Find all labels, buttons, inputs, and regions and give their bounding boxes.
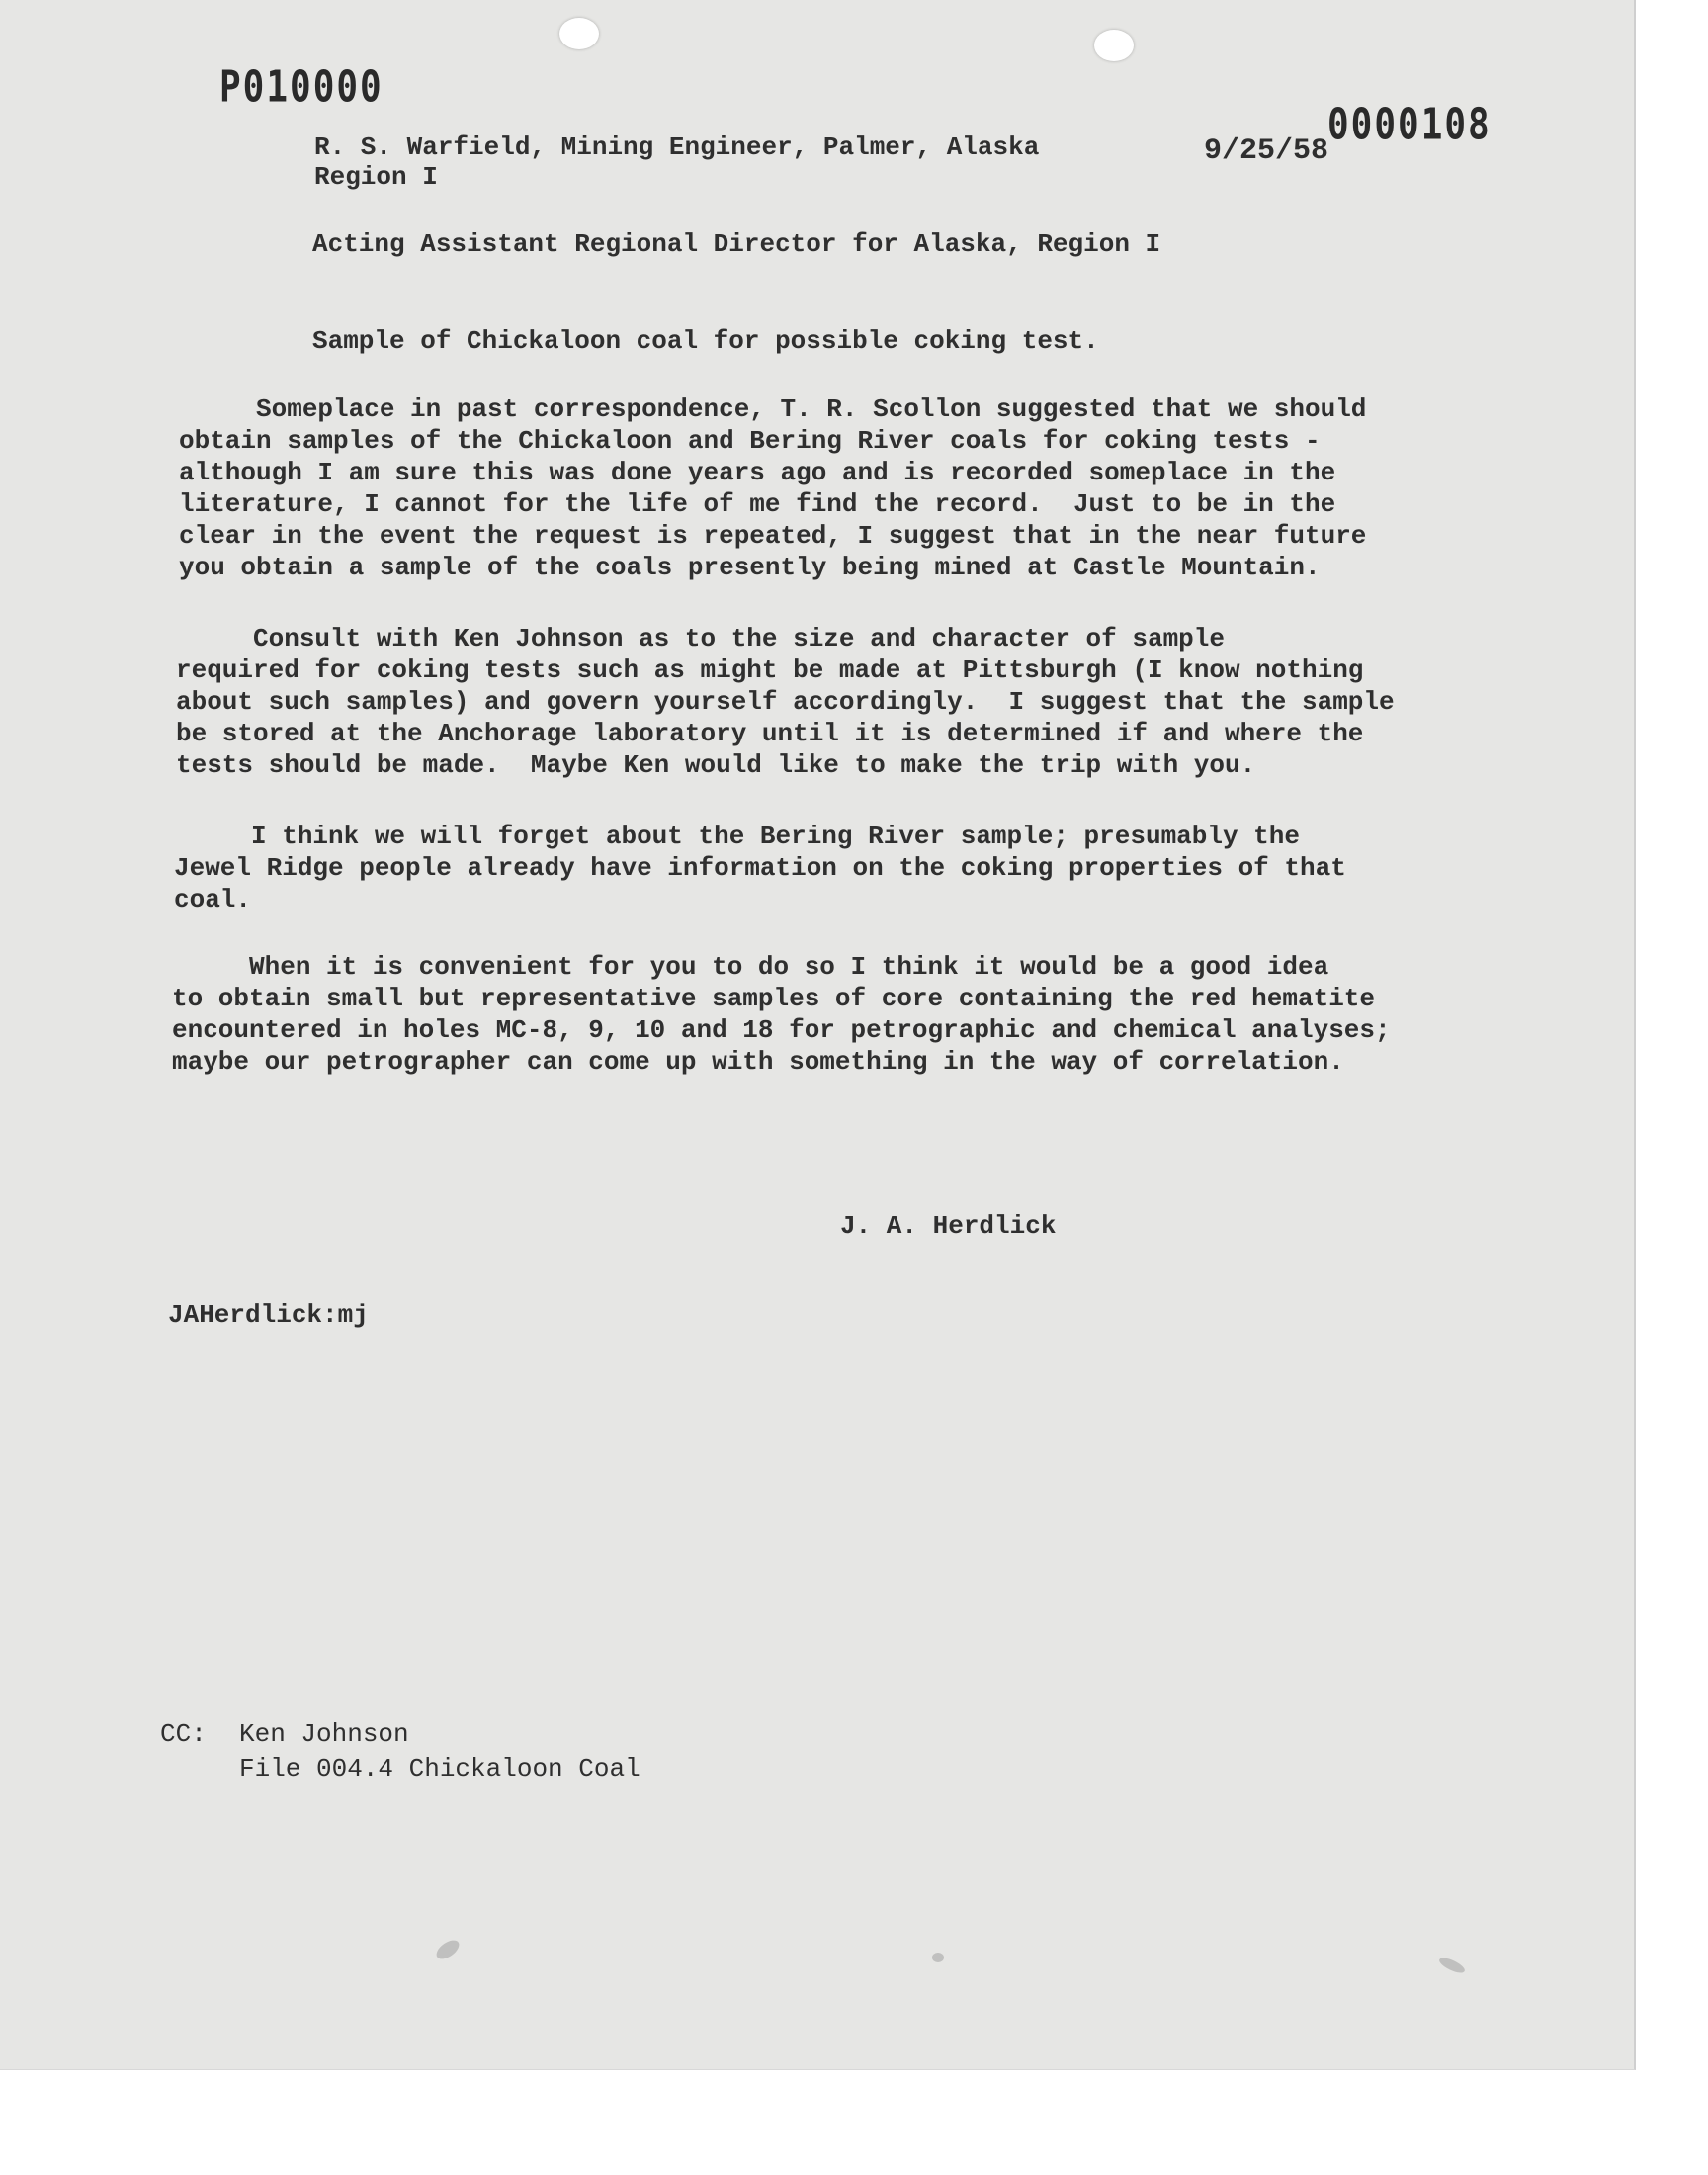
paper-smudge: [433, 1937, 462, 1962]
cc-recipient: Ken Johnson: [239, 1719, 409, 1749]
paragraph-line: Someplace in past correspondence, T. R. Scollon suggested that we should: [179, 394, 1367, 424]
signature-block: J. A. Herdlick: [840, 1211, 1057, 1241]
paragraph-line: clear in the event the request is repeated, I suggest that in the near future: [179, 521, 1367, 551]
body-paragraph-2: [176, 623, 1395, 781]
paragraph-line: about such samples) and govern yourself accordingly. I suggest that the sample: [176, 687, 1395, 717]
from-line: R. S. Warfield, Mining Engineer, Palmer, Alaska: [314, 132, 1040, 162]
paragraph-line: Jewel Ridge people already have information on the coking properties of that: [174, 853, 1346, 883]
punch-hole: [559, 18, 599, 49]
paragraph-line: When it is convenient for you to do so I think it would be a good idea: [172, 952, 1329, 982]
paragraph-line: maybe our petrographer can come up with something in the way of correlation.: [172, 1047, 1344, 1077]
punch-hole: [1094, 30, 1134, 61]
paragraph-line: to obtain small but representative samples of core containing the red hematite: [172, 984, 1375, 1013]
document-id-stamp-left: P010000: [219, 62, 384, 113]
cc-label: CC:: [160, 1719, 207, 1749]
subject-line: Sample of Chickaloon coal for possible coking test.: [312, 326, 1099, 356]
paragraph-line: you obtain a sample of the coals presently being mined at Castle Mountain.: [179, 553, 1321, 582]
paragraph-line: encountered in holes MC-8, 9, 10 and 18 for petrographic and chemical analyses;: [172, 1015, 1391, 1045]
document-id-stamp-right: 0000108: [1327, 100, 1492, 150]
paragraph-line: be stored at the Anchorage laboratory until it is determined if and where the: [176, 719, 1364, 748]
paragraph-line: coal.: [174, 885, 252, 914]
to-line: Acting Assistant Regional Director for Alaska, Region I: [312, 229, 1161, 259]
paper-smudge: [1437, 1956, 1467, 1976]
paragraph-line: I think we will forget about the Bering River sample; presumably the: [174, 822, 1300, 851]
paper-smudge: [932, 1953, 944, 1962]
paragraph-line: required for coking tests such as might be made at Pittsburgh (I know nothing: [176, 655, 1364, 685]
paragraph-line: although I am sure this was done years ago and is recorded someplace in the: [179, 458, 1336, 487]
body-paragraph-1: [179, 393, 1366, 583]
paragraph-line: Consult with Ken Johnson as to the size and character of sample: [176, 624, 1225, 653]
memo-date: 9/25/58: [1204, 134, 1329, 168]
paragraph-line: literature, I cannot for the life of me find the record. Just to be in the: [179, 489, 1336, 519]
from-region: Region I: [314, 162, 438, 192]
body-paragraph-3: [174, 821, 1346, 915]
typist-initials: JAHerdlick:mj: [168, 1300, 369, 1330]
paragraph-line: tests should be made. Maybe Ken would like to make the trip with you.: [176, 750, 1256, 780]
body-paragraph-4: [172, 951, 1391, 1078]
paragraph-line: obtain samples of the Chickaloon and Bering River coals for coking tests -: [179, 426, 1321, 456]
cc-file-reference: File 004.4 Chickaloon Coal: [239, 1754, 640, 1784]
